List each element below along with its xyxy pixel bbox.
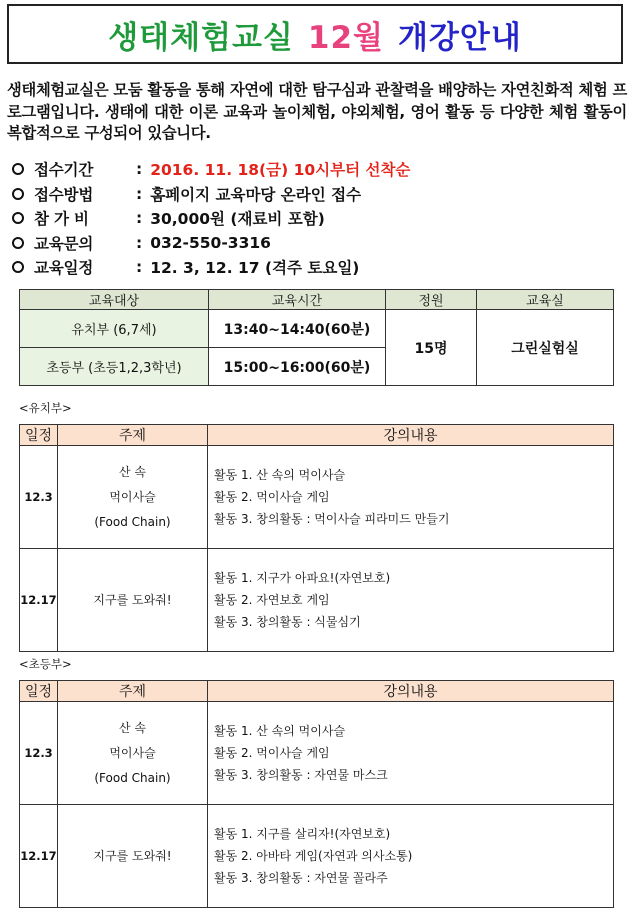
info-value: 032-550-3316 [150, 233, 271, 252]
elementary-schedule-table [19, 680, 614, 908]
activity-line: 활동 3. 창의활동 : 식물심기 [214, 615, 361, 629]
topic-line: 산 속 [119, 464, 146, 479]
info-item-contact [10, 231, 620, 256]
lesson-header-row [20, 425, 614, 446]
activity-line: 활동 3. 창의활동 : 자연물 마스크 [214, 768, 388, 782]
capacity-cell: 15명 [386, 310, 477, 386]
content-cell [208, 702, 614, 805]
title-part-program: 생태체험교실 [108, 19, 294, 56]
intro-paragraph: 생태체험교실은 모둠 활동을 통해 자연에 대한 탐구심과 관찰력을 배양하는 자연친화적 체험 프로그램입니다. 생태에 대한 이론 교육과 놀이체험, 야외체험, 영어 활동 등 다양한 체험 활동이 복합적으로 구성되어 있습니다. [7, 81, 627, 142]
title-part-month: 12월 [307, 19, 384, 56]
column-header: 교육실 [477, 290, 614, 310]
circle-bullet-icon [12, 212, 24, 224]
section-label-elementary: <초등부> [19, 657, 72, 671]
info-label: 교육일정 [34, 259, 94, 278]
target-cell: 초등부 (초등1,2,3학년) [20, 348, 209, 386]
info-item-registration-method [10, 182, 620, 207]
date-cell: 12.3 [20, 446, 58, 549]
info-value: 2016. 11. 18(금) 10시부터 선착순 [150, 161, 411, 180]
date-cell: 12.3 [20, 702, 58, 805]
info-label: 교육문의 [34, 234, 94, 253]
info-separator: : [136, 233, 143, 252]
topic-line: 지구를 도와줘! [93, 848, 172, 863]
topic-line: (Food Chain) [94, 770, 171, 785]
info-item-fee [10, 206, 620, 231]
circle-bullet-icon [12, 261, 24, 273]
time-cell: 15:00~16:00(60분) [209, 348, 386, 386]
summary-table [19, 289, 614, 386]
column-header: 교육시간 [209, 290, 386, 310]
date-cell: 12.17 [20, 805, 58, 908]
info-list [10, 157, 620, 280]
activity-line: 활동 1. 지구가 아파요!(자연보호) [214, 571, 391, 585]
lesson-row [20, 549, 614, 652]
lesson-header-row [20, 681, 614, 702]
content-cell [208, 805, 614, 908]
topic-cell [58, 549, 208, 652]
circle-bullet-icon [12, 163, 24, 175]
info-value: 30,000원 (재료비 포함) [150, 210, 325, 229]
date-cell: 12.17 [20, 549, 58, 652]
column-header: 일정 [20, 425, 58, 446]
topic-line: 먹이사슬 [109, 489, 156, 504]
topic-line: 지구를 도와줘! [93, 592, 172, 607]
room-cell: 그린실험실 [477, 310, 614, 386]
info-label: 접수방법 [34, 185, 94, 204]
info-value: 홈페이지 교육마당 온라인 접수 [150, 185, 362, 204]
column-header: 강의내용 [208, 681, 614, 702]
info-separator: : [136, 160, 143, 179]
info-value: 12. 3, 12. 17 (격주 토요일) [150, 259, 360, 278]
topic-line: 먹이사슬 [109, 745, 156, 760]
info-label: 참 가 비 [34, 210, 89, 229]
column-header: 정원 [386, 290, 477, 310]
circle-bullet-icon [12, 237, 24, 249]
content-cell [208, 549, 614, 652]
section-label-kindergarten: <유치부> [19, 401, 72, 415]
circle-bullet-icon [12, 188, 24, 200]
activity-line: 활동 3. 창의활동 : 자연물 꼴라주 [214, 871, 388, 885]
activity-line: 활동 2. 먹이사슬 게임 [214, 746, 330, 760]
summary-row [20, 310, 614, 348]
time-cell: 13:40~14:40(60분) [209, 310, 386, 348]
activity-line: 활동 1. 지구를 살리자!(자연보호) [214, 827, 391, 841]
summary-header-row [20, 290, 614, 310]
info-separator: : [136, 209, 143, 228]
topic-line: (Food Chain) [94, 514, 171, 529]
topic-line: 산 속 [119, 720, 146, 735]
topic-cell [58, 805, 208, 908]
info-separator: : [136, 258, 143, 277]
info-label: 접수기간 [34, 161, 94, 180]
column-header: 주제 [58, 425, 208, 446]
title-part-notice: 개강안내 [397, 19, 522, 56]
activity-line: 활동 1. 산 속의 먹이사슬 [214, 724, 346, 738]
activity-line: 활동 2. 먹이사슬 게임 [214, 490, 330, 504]
column-header: 강의내용 [208, 425, 614, 446]
lesson-row [20, 702, 614, 805]
column-header: 주제 [58, 681, 208, 702]
activity-line: 활동 3. 창의활동 : 먹이사슬 피라미드 만들기 [214, 512, 450, 526]
info-item-registration-period [10, 157, 620, 182]
target-cell: 유치부 (6,7세) [20, 310, 209, 348]
content-cell [208, 446, 614, 549]
activity-line: 활동 2. 자연보호 게임 [214, 593, 330, 607]
column-header: 교육대상 [20, 290, 209, 310]
kindergarten-schedule-table [19, 424, 614, 652]
page-title [7, 4, 623, 64]
column-header: 일정 [20, 681, 58, 702]
topic-cell [58, 446, 208, 549]
activity-line: 활동 1. 산 속의 먹이사슬 [214, 468, 346, 482]
info-separator: : [136, 184, 143, 203]
activity-line: 활동 2. 아바타 게임(자연과 의사소통) [214, 849, 413, 863]
lesson-row [20, 446, 614, 549]
lesson-row [20, 805, 614, 908]
info-item-schedule [10, 255, 620, 280]
topic-cell [58, 702, 208, 805]
